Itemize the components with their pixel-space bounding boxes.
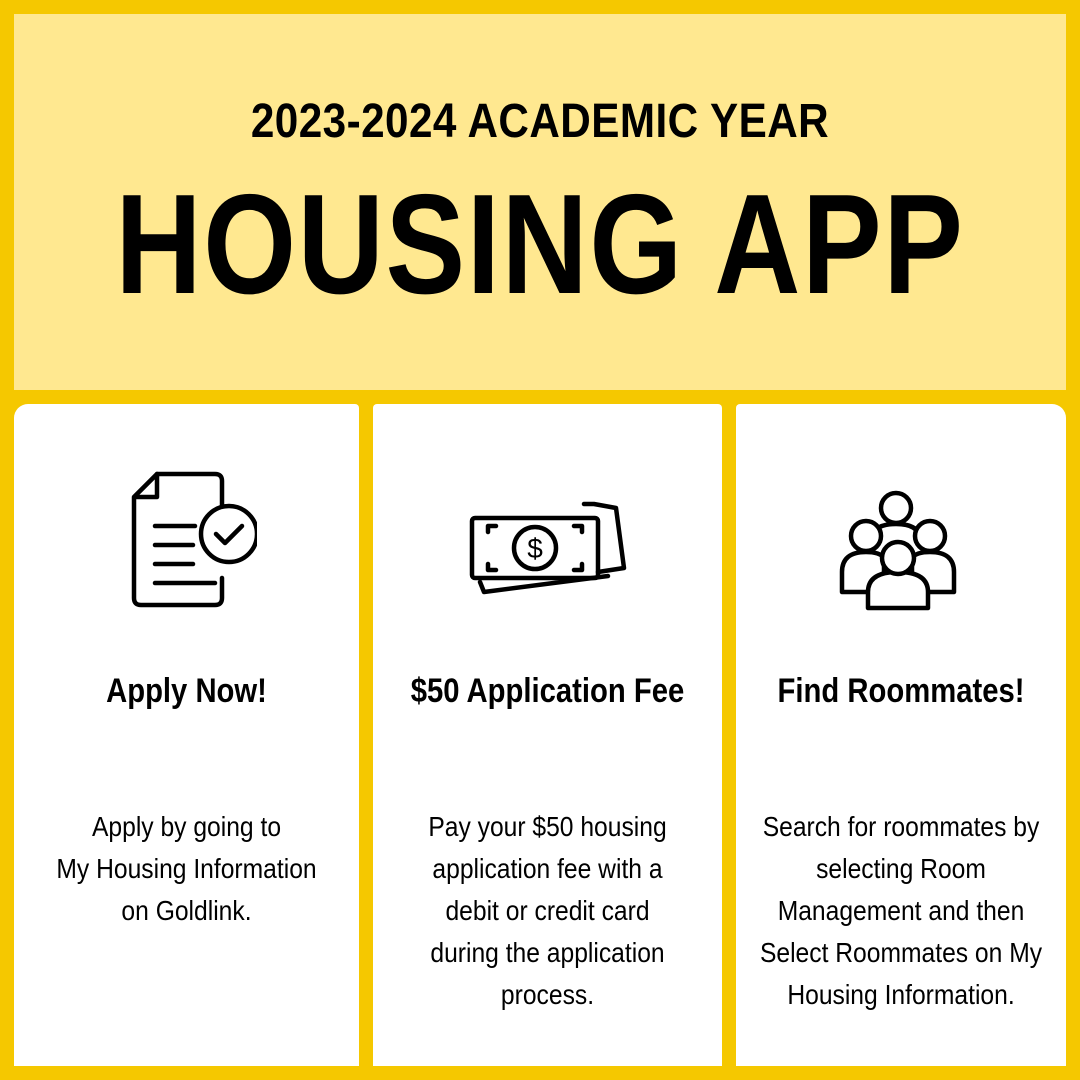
document-check-icon — [117, 466, 257, 616]
roommates-card-title: Find Roommates! — [777, 672, 1025, 710]
fee-card — [373, 404, 722, 1066]
academic-year-subtitle: 2023-2024 ACADEMIC YEAR — [250, 95, 830, 148]
roommates-card-body: Search for roommates by selecting Room Management and then Select Roommates on My Housing Information. — [759, 811, 1043, 1010]
group-people-icon — [836, 488, 966, 612]
page-title: HOUSING APP — [115, 165, 965, 324]
apply-card-body: Apply by going to My Housing Information on Goldlink. — [56, 811, 317, 926]
apply-card-title: Apply Now! — [106, 672, 267, 710]
money-bill-icon — [468, 500, 628, 600]
fee-card-body: Pay your $50 housing application fee with a debit or credit card during the application process. — [428, 811, 667, 1010]
roommates-card — [736, 404, 1066, 1066]
header-banner — [14, 14, 1066, 390]
svg-text:$: $ — [526, 533, 543, 564]
apply-card — [14, 404, 359, 1066]
fee-card-title: $50 Application Fee — [410, 672, 685, 710]
